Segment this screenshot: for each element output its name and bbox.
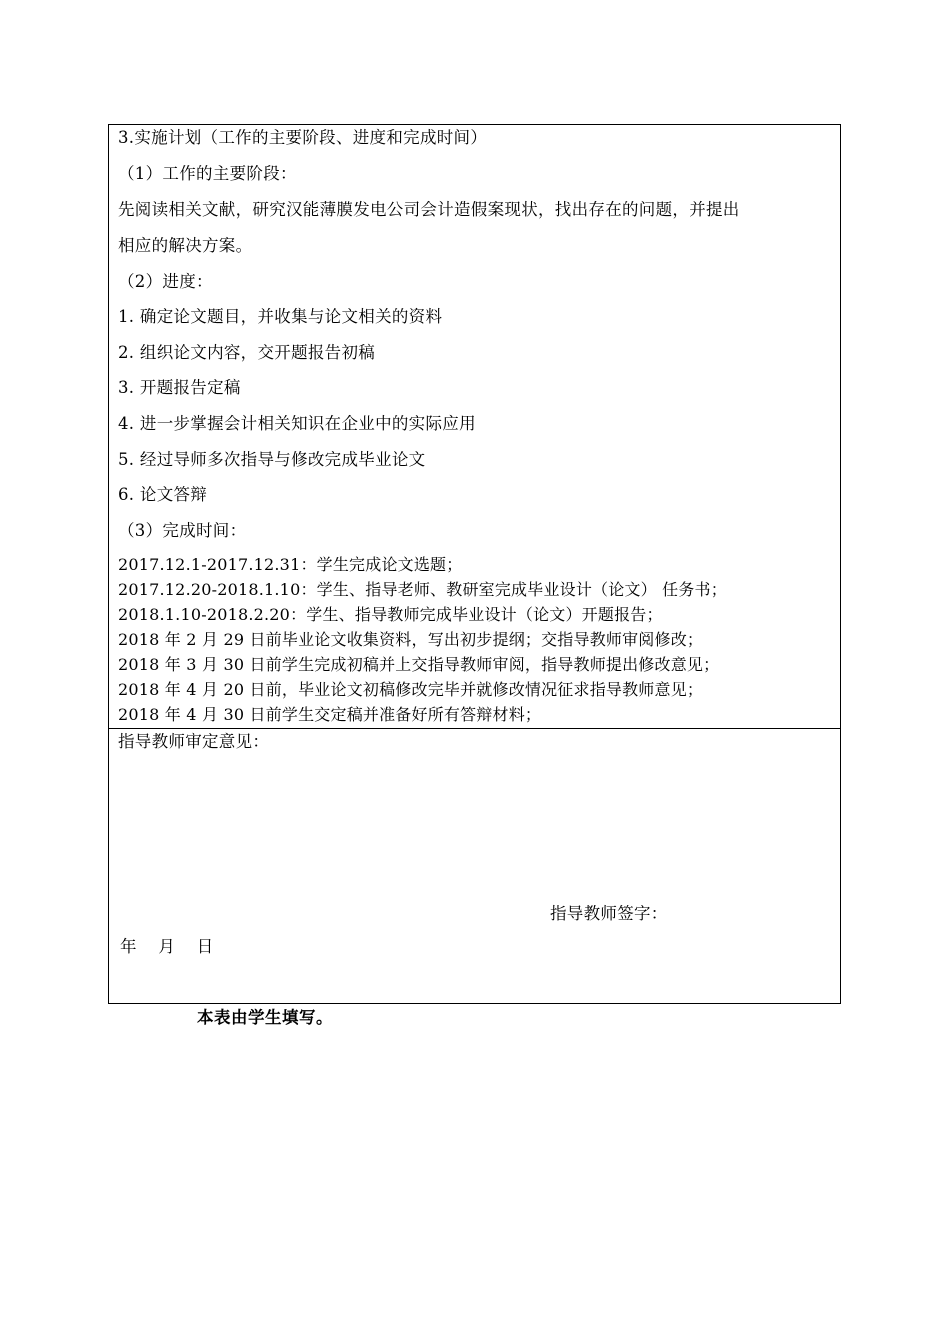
timeline-item: 2017.12.20-2018.1.10：学生、指导老师、教研室完成毕业设计（论文） 任务书； bbox=[118, 580, 727, 599]
section-divider bbox=[109, 728, 840, 729]
progress-item: 2. 组织论文内容，交开题报告初稿 bbox=[118, 343, 376, 362]
timeline-item: 2017.12.1-2017.12.31：学生完成论文选题； bbox=[118, 555, 463, 574]
timeline-item: 2018 年 3 月 30 日前学生完成初稿并上交指导教师审阅，指导教师提出修改意见； bbox=[118, 655, 720, 674]
signature-label: 指导教师签字： bbox=[550, 904, 668, 923]
progress-item: 4. 进一步掌握会计相关知识在企业中的实际应用 bbox=[118, 414, 476, 433]
progress-item: 6. 论文答辩 bbox=[118, 485, 208, 504]
timeline-item: 2018 年 4 月 30 日前学生交定稿并准备好所有答辩材料； bbox=[118, 705, 542, 724]
progress-item: 3. 开题报告定稿 bbox=[118, 378, 241, 397]
progress-item: 1. 确定论文题目，并收集与论文相关的资料 bbox=[118, 307, 443, 326]
stages-text-line-1: 先阅读相关文献，研究汉能薄膜发电公司会计造假案现状，找出存在的问题，并提出 bbox=[118, 200, 740, 219]
stages-text-line-2: 相应的解决方案。 bbox=[118, 236, 253, 255]
date-label: 年 月 日 bbox=[120, 937, 214, 956]
timeline-item: 2018 年 4 月 20 日前，毕业论文初稿修改完毕并就修改情况征求指导教师意见； bbox=[118, 680, 704, 699]
plan-form-table bbox=[108, 124, 841, 1004]
timeline-title: （3）完成时间： bbox=[118, 521, 247, 540]
timeline-item: 2018 年 2 月 29 日前毕业论文收集资料，写出初步提纲；交指导教师审阅修改； bbox=[118, 630, 704, 649]
footer-note: 本表由学生填写。 bbox=[197, 1008, 333, 1027]
timeline-item: 2018.1.10-2018.2.20：学生、指导教师完成毕业设计（论文）开题报告； bbox=[118, 605, 663, 624]
progress-title: （2）进度： bbox=[118, 272, 213, 291]
stages-title: （1）工作的主要阶段： bbox=[118, 164, 297, 183]
progress-item: 5. 经过导师多次指导与修改完成毕业论文 bbox=[118, 450, 426, 469]
review-title: 指导教师审定意见： bbox=[118, 732, 270, 751]
plan-heading: 3.实施计划（工作的主要阶段、进度和完成时间） bbox=[118, 128, 488, 147]
